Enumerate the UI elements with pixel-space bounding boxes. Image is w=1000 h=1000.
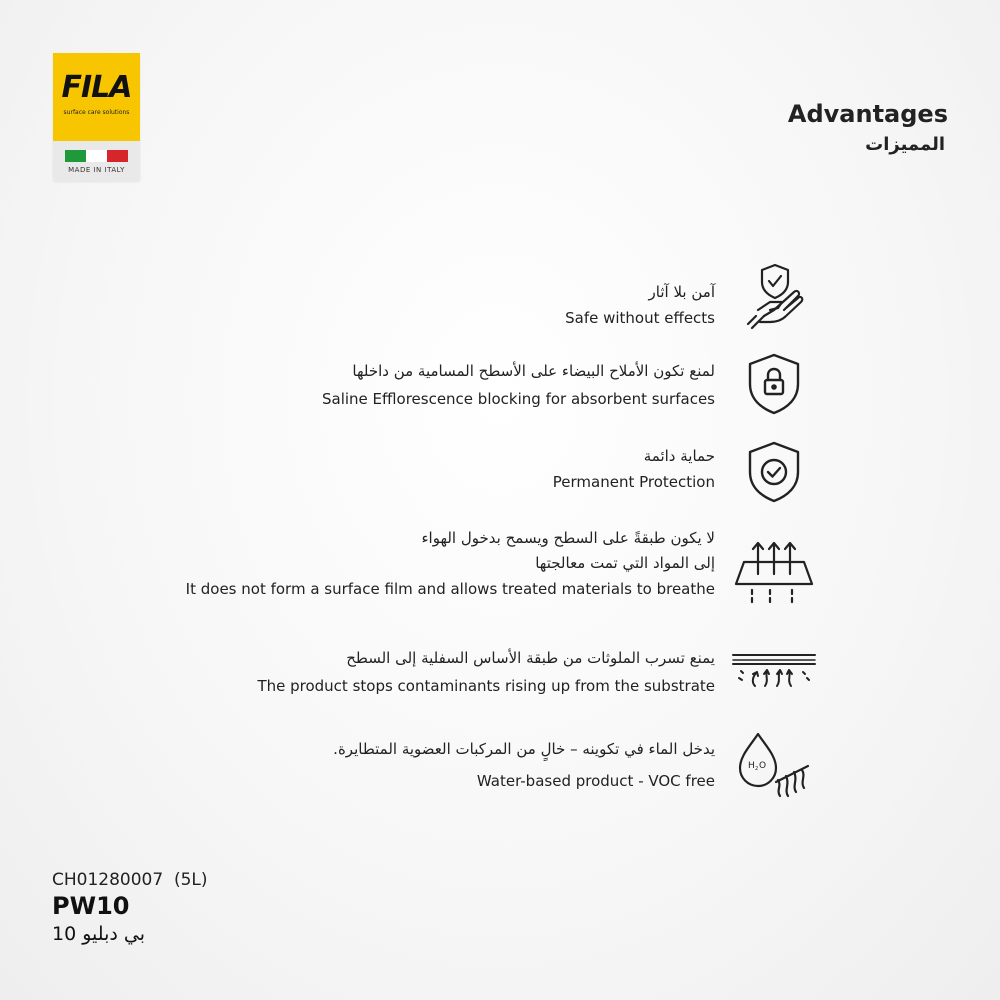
substrate-barrier-icon: [731, 652, 817, 692]
advantage-text-ar: آمن بلا آثار: [648, 283, 715, 301]
advantage-text-en: It does not form a surface film and allows treated materials to breathe: [185, 580, 715, 598]
lock-shield-icon: [746, 352, 802, 416]
brand-logo: [53, 53, 140, 181]
advantage-text-ar: لا يكون طبقةً على السطح ويسمح بدخول الهواء: [421, 529, 715, 547]
product-name: PW10: [52, 892, 130, 920]
logo-name: FILA: [61, 70, 132, 105]
advantage-item: [75, 740, 715, 790]
breathable-surface-icon: [734, 538, 814, 606]
made-in-italy: MADE IN ITALY: [68, 166, 125, 174]
check-shield-icon: [746, 440, 802, 504]
logo-tagline: surface care solutions: [63, 109, 130, 116]
advantage-text-en: The product stops contaminants rising up from the substrate: [257, 677, 715, 695]
svg-text:H: H: [748, 761, 755, 771]
advantage-text-en: Permanent Protection: [552, 473, 715, 491]
advantage-text-ar: يمنع تسرب الملوثات من طبقة الأساس السفلية إلى السطح: [346, 649, 715, 667]
italy-flag-icon: [65, 150, 128, 162]
product-name-ar: بي دبليو 10: [52, 923, 145, 945]
product-code: CH01280007 (5L): [52, 870, 208, 890]
advantage-text-ar: يدخل الماء في تكوينه – خالٍ من المركبات العضوية المتطايرة.: [333, 740, 715, 758]
svg-text:O: O: [759, 761, 767, 771]
svg-text:2: 2: [755, 766, 759, 772]
heading-advantages-ar: المميزات: [865, 134, 945, 155]
advantage-text-ar: حماية دائمة: [643, 447, 715, 465]
advantage-item: [75, 362, 715, 408]
advantage-text-en: Water-based product - VOC free: [476, 772, 715, 790]
advantage-text-ar-line2: إلى المواد التي تمت معالجتها: [535, 554, 715, 572]
advantage-item: [75, 529, 715, 598]
water-drop-icon: [736, 730, 812, 802]
safe-hand-icon: [742, 262, 808, 332]
advantage-item: [75, 283, 715, 327]
advantage-item: [75, 447, 715, 491]
advantage-text-ar: لمنع تكون الأملاح البيضاء على الأسطح المسامية من داخلها: [352, 362, 715, 380]
heading-advantages: Advantages: [787, 100, 948, 128]
advantage-text-en: Saline Efflorescence blocking for absorbent surfaces: [321, 390, 715, 408]
advantage-item: [75, 649, 715, 695]
advantage-text-en: Safe without effects: [565, 309, 715, 327]
logo-yellow-block: [53, 53, 140, 141]
